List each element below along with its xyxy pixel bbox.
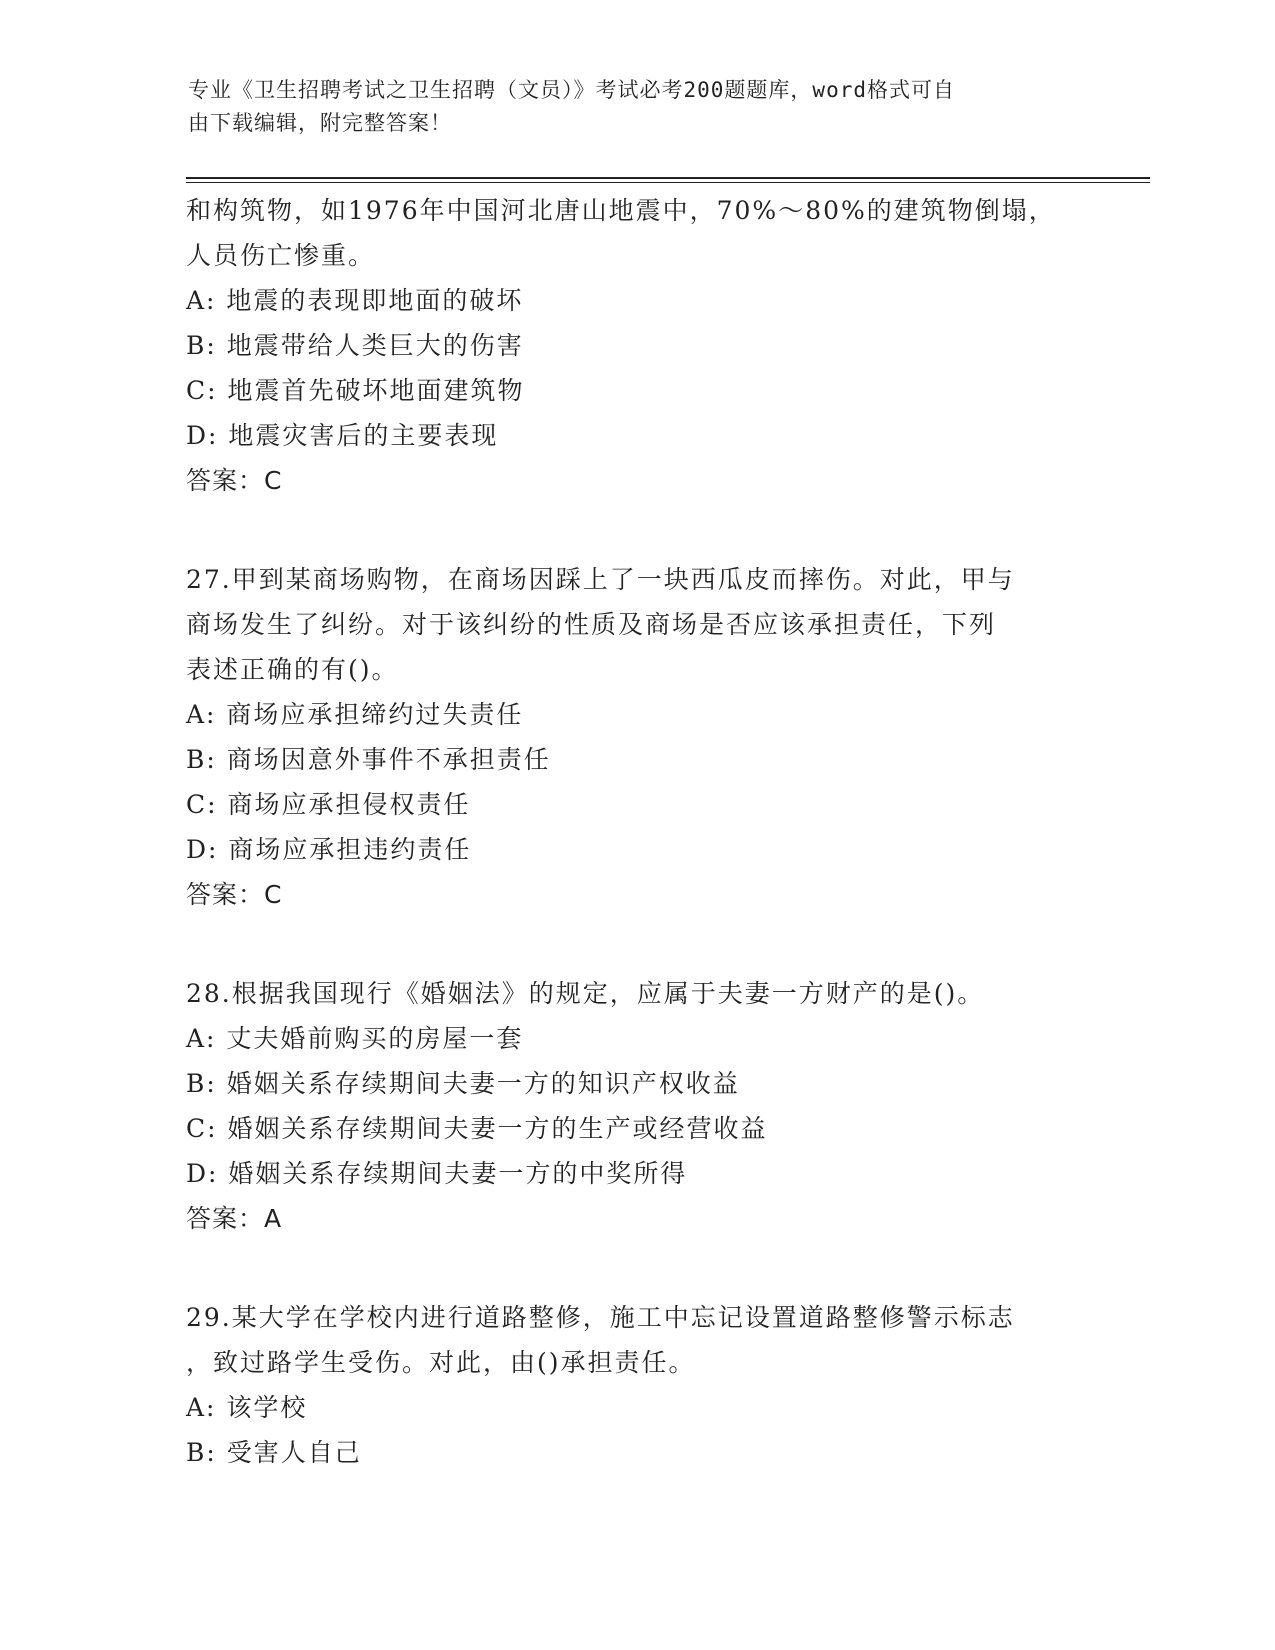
option-c: C: 地震首先破坏地面建筑物	[186, 376, 525, 405]
option-a: A: 丈夫婚前购买的房屋一套	[186, 1024, 524, 1053]
option-b: B: 地震带给人类巨大的伤害	[186, 331, 524, 360]
option-d: D: 婚姻关系存续期间夫妻一方的中奖所得	[186, 1159, 688, 1188]
question-text-line: 27.甲到某商场购物，在商场因踩上了一块西瓜皮而摔伤。对此，甲与	[186, 565, 1015, 594]
option-a: A: 商场应承担缔约过失责任	[186, 700, 524, 729]
question-text-line: ，致过路学生受伤。对此，由()承担责任。	[186, 1348, 696, 1377]
option-b: B: 婚姻关系存续期间夫妻一方的知识产权收益	[186, 1069, 740, 1098]
answer-line: 答案：C	[186, 880, 283, 909]
option-d: D: 地震灾害后的主要表现	[186, 421, 499, 450]
question-26-continued	[186, 188, 1086, 503]
header-rule-thick	[186, 177, 1150, 179]
document-header	[188, 74, 1068, 140]
document-body	[186, 188, 1086, 1475]
option-b: B: 商场因意外事件不承担责任	[186, 745, 551, 774]
option-b: B: 受害人自己	[186, 1438, 362, 1467]
question-text-line: 表述正确的有()。	[186, 655, 399, 684]
question-gap	[186, 503, 1086, 557]
answer-line: 答案：C	[186, 466, 283, 495]
question-text-line: 商场发生了纠纷。对于该纠纷的性质及商场是否应该承担责任，下列	[186, 610, 997, 639]
question-text-line: 人员伤亡惨重。	[186, 241, 376, 270]
header-rule-thin	[186, 182, 1150, 183]
option-a: A: 该学校	[186, 1393, 308, 1422]
header-line-2: 由下载编辑，附完整答案！	[188, 111, 452, 135]
question-text-line: 28.根据我国现行《婚姻法》的规定，应属于夫妻一方财产的是()。	[186, 979, 985, 1008]
question-29	[186, 1295, 1086, 1475]
question-28	[186, 971, 1086, 1241]
question-text-line: 29.某大学在学校内进行道路整修，施工中忘记设置道路整修警示标志	[186, 1303, 1015, 1332]
option-c: C: 商场应承担侵权责任	[186, 790, 471, 819]
option-d: D: 商场应承担违约责任	[186, 835, 472, 864]
question-text-line: 和构筑物，如1976年中国河北唐山地震中，70%～80%的建筑物倒塌，	[186, 196, 1056, 225]
question-gap	[186, 917, 1086, 971]
question-gap	[186, 1241, 1086, 1295]
option-a: A: 地震的表现即地面的破坏	[186, 286, 524, 315]
answer-line: 答案：A	[186, 1204, 283, 1233]
question-27	[186, 557, 1086, 917]
header-line-1: 专业《卫生招聘考试之卫生招聘（文员）》考试必考200题题库，word格式可自	[188, 78, 955, 102]
option-c: C: 婚姻关系存续期间夫妻一方的生产或经营收益	[186, 1114, 768, 1143]
